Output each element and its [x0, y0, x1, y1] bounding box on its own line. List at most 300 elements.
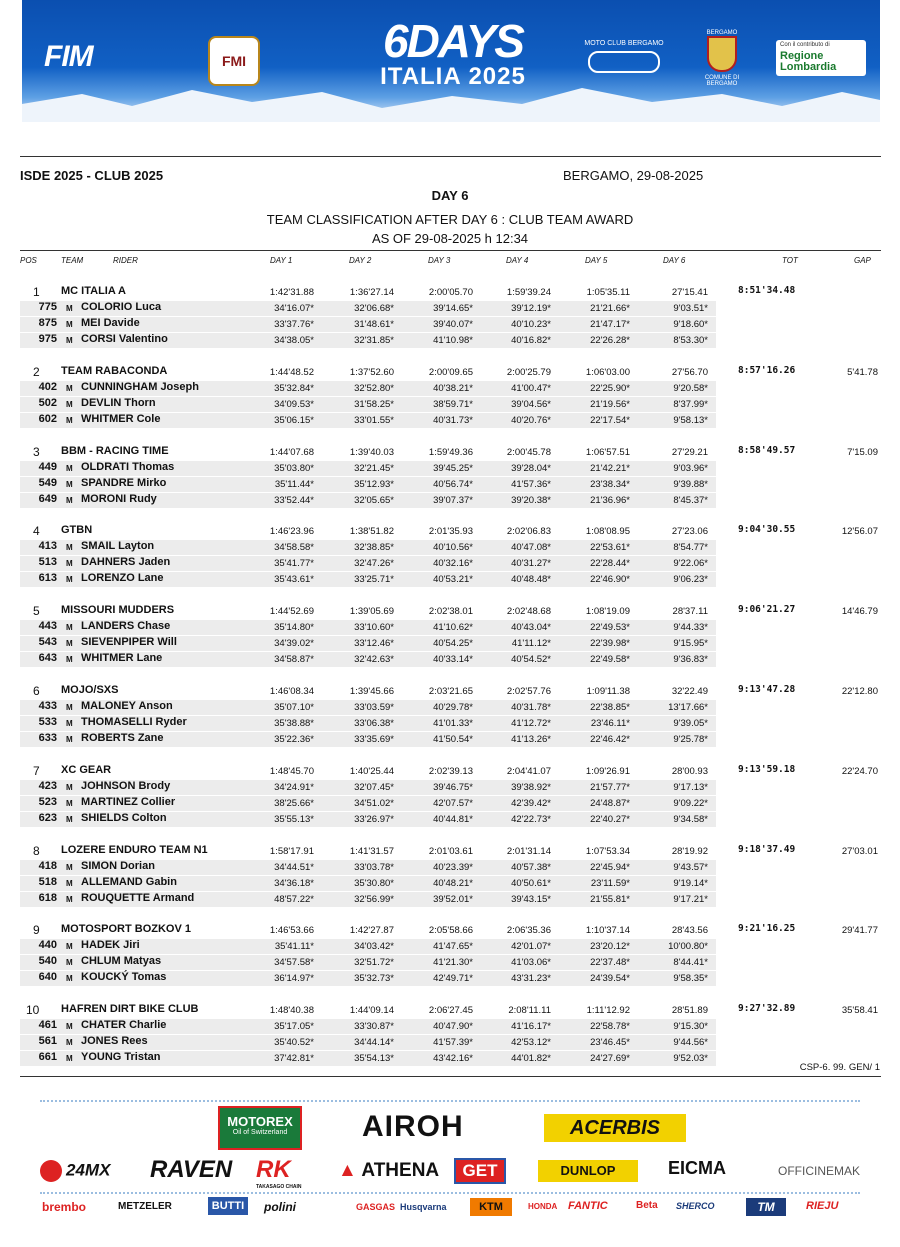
rider-day4-time: 40'10.23*	[511, 319, 551, 330]
col-header-gap: GAP	[854, 256, 871, 265]
team-total-time: 9:13'47.28	[738, 684, 796, 695]
beta-logo: Beta	[636, 1200, 658, 1211]
team-day3-time: 2:01'03.61	[428, 846, 473, 857]
rider-class: M	[66, 623, 73, 632]
rider-day6-time: 9'03.96*	[673, 463, 708, 474]
rider-day1-time: 35'03.80*	[274, 463, 314, 474]
team-day5-time: 1:06'03.00	[585, 367, 630, 378]
rider-day2-time: 32'42.63*	[354, 654, 394, 665]
rider-name: SMAIL Layton	[81, 540, 155, 552]
team-day3-time: 2:00'05.70	[428, 287, 473, 298]
rider-class: M	[66, 1038, 73, 1047]
team-total-time: 8:58'49.57	[738, 445, 796, 456]
rider-day1-time: 34'39.02*	[274, 638, 314, 649]
rk-text: RK	[256, 1156, 291, 1183]
rider-day3-time: 41'01.33*	[433, 718, 473, 729]
rk-logo	[256, 1156, 301, 1190]
rider-day6-time: 9'19.14*	[673, 878, 708, 889]
team-name: MOJO/SXS	[61, 684, 119, 696]
rider-class: M	[66, 336, 73, 345]
rider-day4-time: 39'04.56*	[511, 399, 551, 410]
rider-number: 449	[38, 461, 57, 473]
rider-day1-time: 35'32.84*	[274, 383, 314, 394]
rider-day4-time: 40'47.08*	[511, 542, 551, 553]
rider-day6-time: 8'37.99*	[673, 399, 708, 410]
team-position: 7	[33, 764, 40, 778]
team-day2-time: 1:41'31.57	[349, 846, 394, 857]
rider-day2-time: 33'03.59*	[354, 702, 394, 713]
team-day6-time: 32'22.49	[671, 686, 708, 697]
rider-day5-time: 22'26.28*	[590, 335, 630, 346]
rider-day6-time: 8'53.30*	[673, 335, 708, 346]
rider-day3-time: 40'31.73*	[433, 415, 473, 426]
rider-name: CUNNINGHAM Joseph	[81, 381, 199, 393]
rider-day2-time: 31'48.61*	[354, 319, 394, 330]
moto-club-bergamo-text: MOTO CLUB BERGAMO	[584, 40, 664, 47]
rider-number: 518	[38, 876, 57, 888]
rider-number: 443	[38, 620, 57, 632]
rider-day6-time: 9'44.56*	[673, 1037, 708, 1048]
rider-day3-time: 39'07.37*	[433, 495, 473, 506]
rider-class: M	[66, 735, 73, 744]
rider-class: M	[66, 543, 73, 552]
rider-number: 649	[38, 493, 57, 505]
rider-day6-time: 8'54.77*	[673, 542, 708, 553]
rider-day5-time: 23'20.12*	[590, 941, 630, 952]
rider-day1-time: 35'38.88*	[274, 718, 314, 729]
team-day1-time: 1:58'17.91	[269, 846, 314, 857]
rider-day4-time: 40'57.38*	[511, 862, 551, 873]
rider-day1-time: 35'41.11*	[274, 941, 314, 952]
six-days-logo-line2: ITALIA 2025	[380, 63, 526, 90]
rider-day3-time: 39'52.01*	[433, 894, 473, 905]
rider-day1-time: 35'41.77*	[274, 558, 314, 569]
rider-day5-time: 22'46.90*	[590, 574, 630, 585]
bergamo-bottom-text: COMUNE DI BERGAMO	[704, 75, 740, 87]
rider-day5-time: 23'46.45*	[590, 1037, 630, 1048]
rider-day2-time: 35'30.80*	[354, 878, 394, 889]
rider-name: CHATER Charlie	[81, 1019, 167, 1031]
rider-day3-time: 38'59.71*	[433, 399, 473, 410]
athena-logo: ▲ ATHENA	[338, 1160, 440, 1181]
rider-day3-time: 40'48.21*	[433, 878, 473, 889]
rider-day6-time: 10'00.80*	[668, 941, 708, 952]
rider-day6-time: 8'44.41*	[673, 957, 708, 968]
team-gap: 5'41.78	[847, 367, 878, 378]
rider-class: M	[66, 783, 73, 792]
lombardia-small-text: Con il contributo di	[780, 42, 830, 48]
rider-day5-time: 21'42.21*	[590, 463, 630, 474]
rider-day4-time: 39'28.04*	[511, 463, 551, 474]
rider-day1-time: 35'40.52*	[274, 1037, 314, 1048]
rider-day2-time: 35'54.13*	[354, 1053, 394, 1064]
rider-day2-time: 33'12.46*	[354, 638, 394, 649]
ktm-logo: KTM	[470, 1198, 512, 1216]
rider-day4-time: 40'54.52*	[511, 654, 551, 665]
team-day2-time: 1:36'27.14	[349, 287, 394, 298]
rider-day5-time: 22'40.27*	[590, 814, 630, 825]
rider-day5-time: 23'11.59*	[590, 878, 630, 889]
rider-day4-time: 39'12.19*	[511, 303, 551, 314]
team-day4-time: 2:02'48.68	[506, 606, 551, 617]
rider-name: OLDRATI Thomas	[81, 461, 175, 473]
rider-day1-time: 35'43.61*	[274, 574, 314, 585]
team-day4-time: 2:02'06.83	[506, 526, 551, 537]
rider-class: M	[66, 320, 73, 329]
gasgas-logo: GASGAS	[356, 1202, 396, 1212]
rider-day3-time: 41'57.39*	[433, 1037, 473, 1048]
rider-number: 540	[38, 955, 57, 967]
mountains-graphic	[22, 82, 880, 122]
team-day2-time: 1:44'09.14	[349, 1005, 394, 1016]
rider-class: M	[66, 815, 73, 824]
team-day5-time: 1:07'53.34	[585, 846, 630, 857]
rider-day1-time: 35'55.13*	[274, 814, 314, 825]
rider-class: M	[66, 1022, 73, 1031]
rider-day3-time: 42'07.57*	[433, 798, 473, 809]
rider-number: 440	[38, 939, 57, 951]
team-total-time: 9:21'16.25	[738, 923, 796, 934]
rider-day5-time: 24'27.69*	[590, 1053, 630, 1064]
rider-number: 543	[38, 636, 57, 648]
rider-class: M	[66, 416, 73, 425]
team-day3-time: 2:05'58.66	[428, 925, 473, 936]
col-header-day3: DAY 3	[428, 256, 451, 265]
rider-day1-time: 34'36.18*	[274, 878, 314, 889]
tm-logo: TM	[746, 1198, 786, 1216]
team-day4-time: 2:00'25.79	[506, 367, 551, 378]
team-day2-time: 1:39'40.03	[349, 447, 394, 458]
metzeler-logo: METZELER	[118, 1201, 172, 1212]
team-day2-time: 1:38'51.82	[349, 526, 394, 537]
rider-name: JONES Rees	[81, 1035, 148, 1047]
rider-day2-time: 35'32.73*	[354, 973, 394, 984]
motorex-logo	[218, 1106, 302, 1150]
rider-day5-time: 21'55.81*	[590, 894, 630, 905]
rider-name: CHLUM Matyas	[81, 955, 162, 967]
rider-day4-time: 39'20.38*	[511, 495, 551, 506]
rider-day6-time: 9'39.05*	[673, 718, 708, 729]
rider-day3-time: 40'56.74*	[433, 479, 473, 490]
fantic-logo: FANTIC	[568, 1200, 608, 1212]
team-day2-time: 1:37'52.60	[349, 367, 394, 378]
team-day4-time: 2:06'35.36	[506, 925, 551, 936]
rider-name: LORENZO Lane	[81, 572, 164, 584]
team-name: HAFREN DIRT BIKE CLUB	[61, 1003, 199, 1015]
rider-number: 643	[38, 652, 57, 664]
rider-day1-time: 38'25.66*	[274, 798, 314, 809]
col-header-day1: DAY 1	[270, 256, 293, 265]
rider-name: DEVLIN Thorn	[81, 397, 156, 409]
bottom-rule	[20, 1076, 881, 1077]
rider-day6-time: 9'25.78*	[673, 734, 708, 745]
col-header-day4: DAY 4	[506, 256, 529, 265]
rider-day2-time: 32'31.85*	[354, 335, 394, 346]
rider-number: 640	[38, 971, 57, 983]
wing-icon	[588, 51, 660, 73]
rider-day1-time: 35'17.05*	[274, 1021, 314, 1032]
polini-logo: polini	[264, 1200, 296, 1214]
24mx-logo	[40, 1160, 110, 1182]
rider-day1-time: 35'22.36*	[274, 734, 314, 745]
rider-day3-time: 39'14.65*	[433, 303, 473, 314]
rider-day1-time: 34'44.51*	[274, 862, 314, 873]
rider-class: M	[66, 639, 73, 648]
rider-name: SIEVENPIPER Will	[81, 636, 177, 648]
team-day3-time: 2:02'39.13	[428, 766, 473, 777]
rider-day4-time: 40'20.76*	[511, 415, 551, 426]
team-day1-time: 1:48'45.70	[269, 766, 314, 777]
team-name: TEAM RABACONDA	[61, 365, 168, 377]
rider-day2-time: 32'47.26*	[354, 558, 394, 569]
rider-number: 618	[38, 892, 57, 904]
team-day3-time: 2:03'21.65	[428, 686, 473, 697]
rider-day3-time: 41'50.54*	[433, 734, 473, 745]
rider-day2-time: 32'56.99*	[354, 894, 394, 905]
rider-day6-time: 9'39.88*	[673, 479, 708, 490]
team-day6-time: 28'51.89	[671, 1005, 708, 1016]
rider-day2-time: 34'44.14*	[354, 1037, 394, 1048]
rider-day3-time: 40'32.16*	[433, 558, 473, 569]
team-total-time: 9:13'59.18	[738, 764, 796, 775]
col-header-day5: DAY 5	[585, 256, 608, 265]
rider-day2-time: 34'51.02*	[354, 798, 394, 809]
rider-number: 461	[38, 1019, 57, 1031]
rider-day4-time: 41'11.12*	[511, 638, 551, 649]
motorex-tagline: Oil of Switzerland	[232, 1129, 288, 1136]
rider-name: SPANDRE Mirko	[81, 477, 167, 489]
event-banner	[22, 0, 880, 122]
team-day2-time: 1:39'45.66	[349, 686, 394, 697]
rider-number: 523	[38, 796, 57, 808]
team-name: LOZERE ENDURO TEAM N1	[61, 844, 208, 856]
rider-name: ALLEMAND Gabin	[81, 876, 177, 888]
team-gap: 22'24.70	[841, 766, 878, 777]
rider-number: 661	[38, 1051, 57, 1063]
rider-day3-time: 40'29.78*	[433, 702, 473, 713]
rider-day4-time: 40'31.27*	[511, 558, 551, 569]
rider-class: M	[66, 799, 73, 808]
rider-class: M	[66, 304, 73, 313]
team-position: 9	[33, 923, 40, 937]
rider-day2-time: 32'21.45*	[354, 463, 394, 474]
rider-class: M	[66, 559, 73, 568]
rider-day1-time: 34'24.91*	[274, 782, 314, 793]
rider-day6-time: 9'58.35*	[673, 973, 708, 984]
rider-name: LANDERS Chase	[81, 620, 171, 632]
shield-icon	[707, 36, 737, 72]
rider-day2-time: 34'03.42*	[354, 941, 394, 952]
rider-day6-time: 9'03.51*	[673, 303, 708, 314]
team-day4-time: 1:59'39.24	[506, 287, 551, 298]
rider-day6-time: 9'09.22*	[673, 798, 708, 809]
rider-day5-time: 22'25.90*	[590, 383, 630, 394]
rider-day4-time: 39'38.92*	[511, 782, 551, 793]
team-total-time: 8:51'34.48	[738, 285, 796, 296]
rider-day5-time: 24'48.87*	[590, 798, 630, 809]
rider-day5-time: 22'46.42*	[590, 734, 630, 745]
rider-day3-time: 40'38.21*	[433, 383, 473, 394]
team-name: MISSOURI MUDDERS	[61, 604, 175, 616]
rider-class: M	[66, 863, 73, 872]
rider-day2-time: 32'05.65*	[354, 495, 394, 506]
team-day5-time: 1:11'12.92	[586, 1005, 630, 1016]
rider-day2-time: 33'26.97*	[354, 814, 394, 825]
rider-day6-time: 9'36.83*	[673, 654, 708, 665]
team-gap: 35'58.41	[841, 1005, 878, 1016]
team-gap: 12'56.07	[841, 526, 878, 537]
rider-day6-time: 9'20.58*	[673, 383, 708, 394]
day-title: DAY 6	[431, 188, 469, 203]
col-header-rider: RIDER	[113, 256, 138, 265]
rider-day3-time: 42'49.71*	[433, 973, 473, 984]
rider-day2-time: 33'01.55*	[354, 415, 394, 426]
rider-day6-time: 9'06.23*	[673, 574, 708, 585]
rider-day4-time: 42'22.73*	[511, 814, 551, 825]
rider-day5-time: 21'21.66*	[590, 303, 630, 314]
rider-day4-time: 42'53.12*	[511, 1037, 551, 1048]
rider-number: 613	[38, 572, 57, 584]
team-gap: 29'41.77	[841, 925, 878, 936]
rider-day6-time: 9'22.06*	[673, 558, 708, 569]
rider-day1-time: 33'52.44*	[274, 495, 314, 506]
team-day1-time: 1:42'31.88	[269, 287, 314, 298]
rider-number: 502	[38, 397, 57, 409]
rider-number: 633	[38, 732, 57, 744]
rider-name: JOHNSON Brody	[81, 780, 171, 792]
rider-day2-time: 33'06.38*	[354, 718, 394, 729]
six-days-logo-line1: 6DAYS	[383, 15, 523, 67]
rider-day4-time: 42'01.07*	[511, 941, 551, 952]
rider-number: 975	[38, 333, 57, 345]
rider-class: M	[66, 879, 73, 888]
rider-day4-time: 40'48.48*	[511, 574, 551, 585]
bergamo-crest-logo	[694, 30, 750, 90]
team-gap: 7'15.09	[847, 447, 878, 458]
as-of-line: AS OF 29-08-2025 h 12:34	[371, 231, 529, 246]
col-header-day6: DAY 6	[663, 256, 686, 265]
team-name: GTBN	[61, 524, 93, 536]
rider-day4-time: 41'16.17*	[511, 1021, 551, 1032]
rider-number: 549	[38, 477, 57, 489]
team-gap: 14'46.79	[841, 606, 878, 617]
team-position: 8	[33, 844, 40, 858]
rider-number: 875	[38, 317, 57, 329]
rider-day1-time: 35'11.44*	[274, 479, 314, 490]
rider-number: 413	[38, 540, 57, 552]
rider-number: 433	[38, 700, 57, 712]
team-day6-time: 28'43.56	[671, 925, 708, 936]
rider-day5-time: 21'19.56*	[590, 399, 630, 410]
rider-day2-time: 33'03.78*	[354, 862, 394, 873]
team-day5-time: 1:08'08.95	[585, 526, 630, 537]
rider-name: SIMON Dorian	[81, 860, 155, 872]
team-day6-time: 27'56.70	[671, 367, 708, 378]
rider-name: MALONEY Anson	[81, 700, 173, 712]
rider-day5-time: 21'47.17*	[590, 319, 630, 330]
team-day5-time: 1:06'57.51	[585, 447, 630, 458]
team-day4-time: 2:01'31.14	[506, 846, 551, 857]
rider-name: HADEK Jiri	[81, 939, 140, 951]
rider-number: 561	[38, 1035, 57, 1047]
rider-number: 775	[38, 301, 57, 313]
rider-day6-time: 8'45.37*	[673, 495, 708, 506]
rider-number: 623	[38, 812, 57, 824]
team-day1-time: 1:46'53.66	[269, 925, 314, 936]
rider-name: ROUQUETTE Armand	[81, 892, 195, 904]
rider-day3-time: 40'53.21*	[433, 574, 473, 585]
rider-class: M	[66, 496, 73, 505]
rider-day2-time: 32'06.68*	[354, 303, 394, 314]
top-rule	[20, 156, 881, 157]
team-day5-time: 1:10'37.14	[585, 925, 630, 936]
team-day1-time: 1:46'08.34	[269, 686, 314, 697]
team-position: 2	[33, 365, 40, 379]
rider-day5-time: 22'45.94*	[590, 862, 630, 873]
regione-lombardia-logo	[776, 40, 866, 76]
team-day3-time: 1:59'49.36	[428, 447, 473, 458]
rider-day3-time: 40'47.90*	[433, 1021, 473, 1032]
team-position: 6	[33, 684, 40, 698]
rider-day5-time: 22'58.78*	[590, 1021, 630, 1032]
team-gap: 27'03.01	[841, 846, 878, 857]
moto-club-bergamo-logo	[582, 40, 666, 73]
team-day3-time: 2:01'35.93	[428, 526, 473, 537]
col-header-pos: POS	[20, 256, 37, 265]
rider-day2-time: 33'30.87*	[354, 1021, 394, 1032]
team-name: BBM - RACING TIME	[61, 445, 169, 457]
rider-day4-time: 39'43.15*	[511, 894, 551, 905]
rider-day6-time: 13'17.66*	[668, 702, 708, 713]
rider-name: COLORIO Luca	[81, 301, 162, 313]
team-day4-time: 2:00'45.78	[506, 447, 551, 458]
six-days-logo	[358, 15, 548, 90]
rider-number: 533	[38, 716, 57, 728]
team-day2-time: 1:39'05.69	[349, 606, 394, 617]
team-day3-time: 2:02'38.01	[428, 606, 473, 617]
rider-day5-time: 22'28.44*	[590, 558, 630, 569]
rider-day5-time: 24'39.54*	[590, 973, 630, 984]
team-name: MOTOSPORT BOZKOV 1	[61, 923, 191, 935]
rider-class: M	[66, 1054, 73, 1063]
rider-class: M	[66, 895, 73, 904]
team-day4-time: 2:08'11.11	[508, 1005, 551, 1016]
acerbis-logo: ACERBIS	[544, 1114, 686, 1142]
rider-class: M	[66, 942, 73, 951]
team-day6-time: 28'37.11	[672, 606, 708, 617]
rider-class: M	[66, 655, 73, 664]
rider-day1-time: 34'09.53*	[274, 399, 314, 410]
rider-day3-time: 40'54.25*	[433, 638, 473, 649]
airoh-logo: AIROH	[362, 1110, 464, 1143]
team-total-time: 9:04'30.55	[738, 524, 796, 535]
fmi-logo: FMI	[208, 36, 260, 86]
rider-day3-time: 43'42.16*	[433, 1053, 473, 1064]
location-date: BERGAMO, 29-08-2025	[563, 168, 704, 183]
team-day1-time: 1:44'07.68	[269, 447, 314, 458]
rider-day1-time: 34'58.58*	[274, 542, 314, 553]
rider-day3-time: 41'21.30*	[433, 957, 473, 968]
team-name: MC ITALIA A	[61, 285, 126, 297]
husqvarna-logo: Husqvarna	[400, 1202, 447, 1212]
rider-day5-time: 22'37.48*	[590, 957, 630, 968]
raven-logo: RAVEN	[150, 1156, 233, 1183]
team-total-time: 9:27'32.89	[738, 1003, 796, 1014]
bergamo-top-text: BERGAMO	[706, 30, 738, 36]
rider-day1-time: 33'37.76*	[274, 319, 314, 330]
team-day6-time: 27'29.21	[671, 447, 708, 458]
team-total-time: 9:18'37.49	[738, 844, 796, 855]
